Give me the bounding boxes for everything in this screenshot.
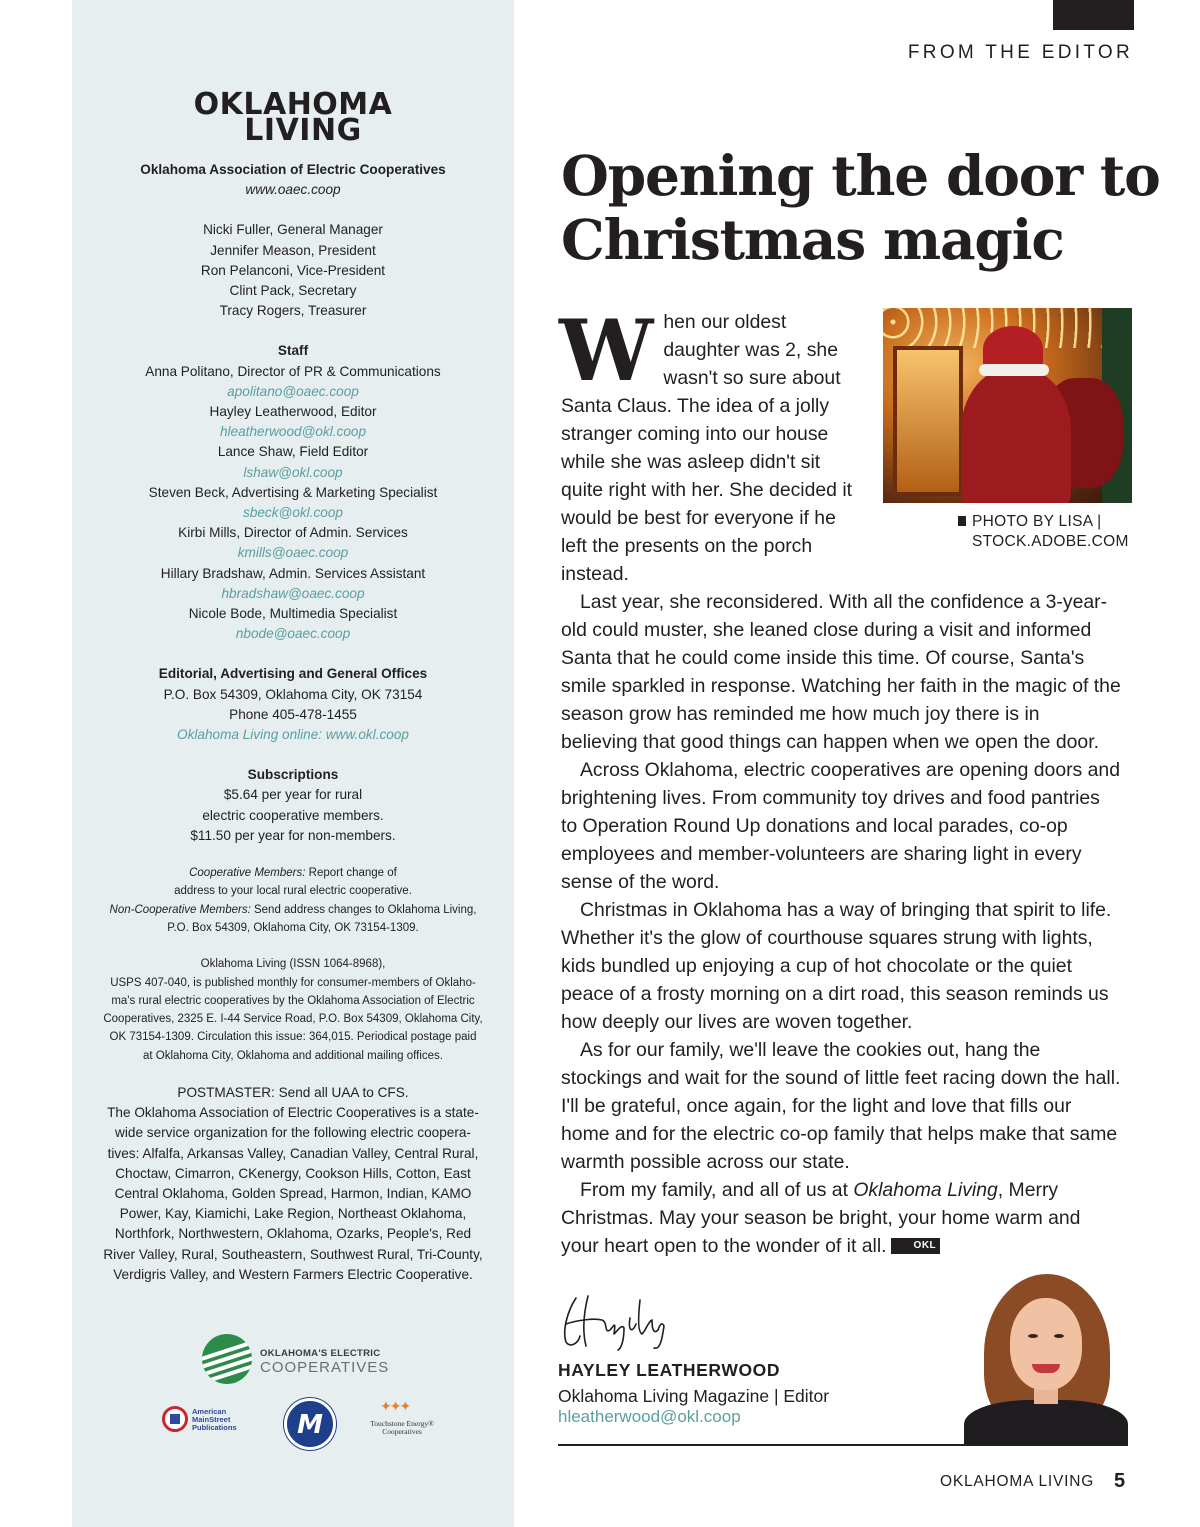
staff-name: Steven Beck, Advertising & Marketing Specialist xyxy=(148,484,438,500)
staff-email[interactable]: sbeck@okl.coop xyxy=(243,505,343,521)
oklahoma-living-logo xyxy=(72,87,514,148)
membership-line: Central Oklahoma, Golden Spread, Harmon, Indian, KAMO xyxy=(114,1186,472,1202)
staff-email[interactable]: nbode@oaec.coop xyxy=(235,626,351,642)
issn-line: Oklahoma Living (ISSN 1064-8968), xyxy=(200,958,386,971)
editor-title: Oklahoma Living Magazine | Editor xyxy=(558,1386,830,1406)
officer-line: Ron Pelanconi, Vice-President xyxy=(200,262,386,278)
offices-phone: Phone 405-478-1455 xyxy=(229,706,357,722)
staff-email[interactable]: lshaw@okl.coop xyxy=(243,464,343,480)
membership-line: tives: Alfalfa, Arkansas Valley, Canadian Valley, Central Rural, xyxy=(107,1145,479,1161)
membership-line: Choctaw, Cimarron, CKenergy, Cookson Hills, Cotton, East xyxy=(115,1165,471,1181)
officer-line: Nicki Fuller, General Manager xyxy=(203,222,383,238)
headline-line-2: Christmas magic xyxy=(561,207,1064,272)
masthead-sidebar xyxy=(72,0,514,1527)
seal-letter: M xyxy=(297,1410,323,1440)
coop-members-text: Report change of xyxy=(308,867,397,880)
oaec-logo xyxy=(202,1334,392,1384)
org-url[interactable]: www.oaec.coop xyxy=(245,182,341,198)
te-logo-line: Cooperatives xyxy=(382,1427,422,1436)
article-paragraph: Last year, she reconsidered. With all the confidence a 3-year-old could muster, she leaned close during a visit and informed Santa that he could come inside this time. Of course, Santa's smile sparkled in response. Watching her faith in the magic of the season grow has reminded me how much joy there is in believing that good things can happen when we open the door. xyxy=(561,591,1121,753)
article-paragraph: From my family, and all of us at Oklahoma Living, Merry Christmas. May your season be bright, your home warm and your heart open to the wonder of it all. OKL xyxy=(561,1179,1081,1257)
usps-line: Cooperatives, 2325 E. I-44 Service Road, P.O. Box 54309, Oklahoma City, xyxy=(103,1013,483,1026)
offices-address: P.O. Box 54309, Oklahoma City, OK 73154 xyxy=(163,686,423,702)
drop-cap: W xyxy=(559,301,654,400)
staff-email[interactable]: hbradshaw@oaec.coop xyxy=(221,585,365,601)
oaec-globe-icon xyxy=(202,1334,252,1384)
usps-line: OK 73154-1309. Circulation this issue: 364,015. Periodical postage paid xyxy=(109,1031,477,1044)
membership-line: wide service organization for the following electric coopera- xyxy=(115,1125,471,1141)
offices-online-link[interactable]: Oklahoma Living online: www.okl.coop xyxy=(177,727,409,743)
officer-line: Tracy Rogers, Treasurer xyxy=(219,303,367,319)
editor-portrait xyxy=(964,1272,1128,1444)
noncoop-members-text: P.O. Box 54309, Oklahoma City, OK 73154-1309. xyxy=(167,921,419,934)
usps-line: USPS 407-040, is published monthly for consumer-members of Oklaho- xyxy=(110,976,476,989)
touchstone-energy-logo xyxy=(362,1398,442,1444)
staff-email[interactable]: kmills@oaec.coop xyxy=(237,545,349,561)
magazine-title-italic: Oklahoma Living xyxy=(853,1179,998,1201)
logo-line-1: OKLAHOMA xyxy=(193,87,393,122)
masthead-text xyxy=(82,160,504,1285)
article-paragraph-text: hen our oldest daughter was 2, she wasn't so sure about Santa Claus. The idea of a jolly stranger coming into our house while she was asleep didn't sit quite right with her. She decided it would be best for everyone if he left the presents on the porch instead. xyxy=(561,311,853,585)
staff-email[interactable]: apolitano@oaec.coop xyxy=(227,383,359,399)
membership-line: The Oklahoma Association of Electric Cooperatives is a state- xyxy=(107,1105,479,1121)
touchstone-figures-icon: ✦✦✦ xyxy=(380,1398,410,1414)
officer-line: Jennifer Meason, President xyxy=(210,242,376,258)
editor-email-link[interactable]: hleatherwood@okl.coop xyxy=(558,1407,741,1426)
postmaster-line: POSTMASTER: Send all UAA to CFS. xyxy=(177,1085,409,1101)
amp-logo-line: American xyxy=(192,1407,227,1416)
editor-signature xyxy=(558,1290,708,1352)
staff-name: Anna Politano, Director of PR & Communications xyxy=(145,363,441,379)
headline-line-1: Opening the door to xyxy=(561,143,1160,208)
amp-emblem-icon xyxy=(162,1406,188,1432)
page-tab-marker xyxy=(1053,0,1134,30)
amp-logo-line: Publications xyxy=(192,1423,237,1432)
caption-line-2: STOCK.ADOBE.COM xyxy=(972,533,1129,550)
article-body xyxy=(559,301,1121,1260)
org-name: Oklahoma Association of Electric Cooperatives xyxy=(140,162,446,177)
membership-line: Power, Kay, Kiamichi, Lake Region, Northeast Oklahoma, xyxy=(119,1206,467,1222)
offices-heading: Editorial, Advertising and General Offices xyxy=(158,666,428,682)
oaec-logo-line-2: COOPERATIVES xyxy=(260,1359,390,1376)
noncoop-members-text: Send address changes to Oklahoma Living, xyxy=(253,903,477,916)
footer-magazine-name: OKLAHOMA LIVING xyxy=(940,1473,1095,1490)
address-change-notice xyxy=(82,864,504,1065)
divider-rule xyxy=(558,1444,1128,1446)
article-paragraph: Christmas in Oklahoma has a way of bringing that spirit to life. Whether it's the glow of courthouse squares strung with lights, kids bundled up enjoying a cup of hot chocolate or the quiet peace of a frosty morning on a dirt road, this season reminds us how deeply our lives are woven together. xyxy=(561,899,1112,1033)
logo-line-2: LIVING xyxy=(244,112,362,148)
staff-name: Hayley Leatherwood, Editor xyxy=(209,404,377,420)
staff-heading: Staff xyxy=(277,343,309,359)
usps-line: at Oklahoma City, Oklahoma and additional mailing offices. xyxy=(142,1049,443,1062)
coop-members-label: Cooperative Members: xyxy=(189,867,306,880)
section-label: FROM THE EDITOR xyxy=(907,42,1133,63)
member-seal-logo xyxy=(284,1398,336,1450)
subscriptions-heading: Subscriptions xyxy=(247,767,339,783)
membership-line: River Valley, Rural, Southeastern, Southwest Rural, Tri-County, xyxy=(103,1246,483,1262)
subscriptions-line: electric cooperative members. xyxy=(202,807,384,823)
usps-line: ma's rural electric cooperatives by the Oklahoma Association of Electric xyxy=(111,994,475,1007)
te-logo-line: Touchstone Energy® xyxy=(370,1419,434,1428)
noncoop-members-label: Non-Cooperative Members: xyxy=(109,903,251,916)
staff-name: Hillary Bradshaw, Admin. Services Assistant xyxy=(160,565,426,581)
staff-name: Lance Shaw, Field Editor xyxy=(217,444,369,460)
staff-email[interactable]: hleatherwood@okl.coop xyxy=(219,424,367,440)
officer-line: Clint Pack, Secretary xyxy=(229,283,357,299)
page-number: 5 xyxy=(1114,1470,1126,1492)
editor-name: HAYLEY LEATHERWOOD xyxy=(558,1360,781,1380)
amp-logo-line: MainStreet xyxy=(192,1415,231,1424)
oaec-logo-line-1: OKLAHOMA'S ELECTRIC xyxy=(260,1348,381,1359)
coop-members-text: address to your local rural electric cooperative. xyxy=(174,885,412,898)
membership-line: Verdigris Valley, and Western Farmers Electric Cooperative. xyxy=(113,1266,473,1282)
staff-name: Kirbi Mills, Director of Admin. Services xyxy=(178,525,408,541)
subscriptions-line: $11.50 per year for non-members. xyxy=(190,827,396,843)
membership-line: Northfork, Northwestern, Oklahoma, Ozarks, People's, Red xyxy=(114,1226,472,1242)
headline xyxy=(561,144,1161,272)
end-mark-badge: OKL xyxy=(891,1238,941,1254)
subscriptions-line: $5.64 per year for rural xyxy=(223,787,363,803)
american-mainstreet-publications-logo xyxy=(162,1406,252,1434)
article-paragraph: Across Oklahoma, electric cooperatives are opening doors and brightening lives. From community toy drives and food pantries to Operation Round Up donations and local parades, co-op employees and member-volunteers are sharing light in every sense of the word. xyxy=(561,759,1120,893)
caption-line-1: PHOTO BY LISA | xyxy=(972,513,1102,530)
staff-name: Nicole Bode, Multimedia Specialist xyxy=(188,606,398,622)
article-paragraph: As for our family, we'll leave the cookies out, hang the stockings and wait for the sound of little feet racing down the hall. I'll be grateful, once again, for the light and love that fills our home and for the electric co-op family that helps make that same warmth possible across our state. xyxy=(561,1039,1121,1173)
